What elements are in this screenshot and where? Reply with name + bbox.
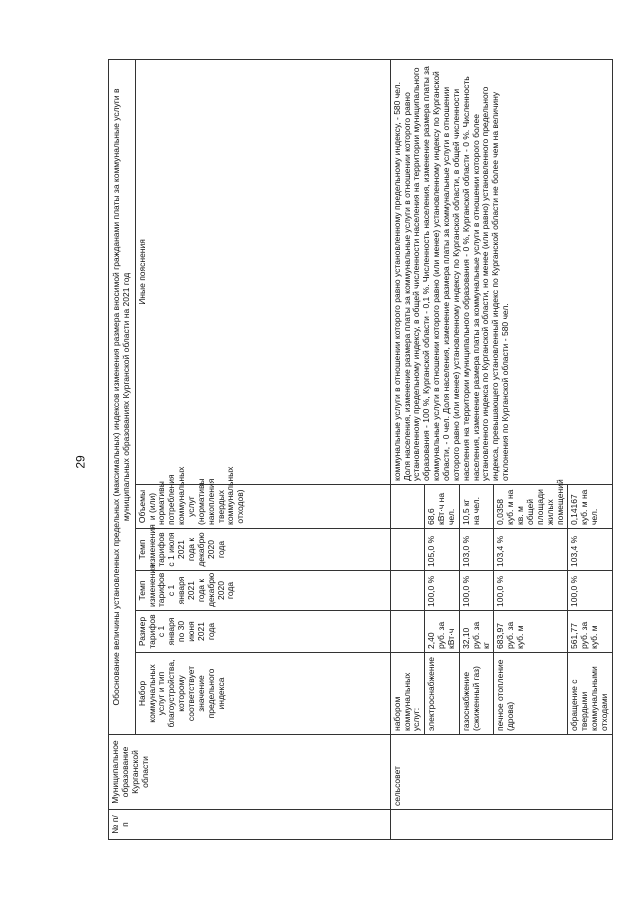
- header-volume: Объемы и (или) нормативы потребления коммунальных услуг (нормативы накопления твердых коммунальных отходов): [135, 485, 390, 529]
- service-volume: 0,14167 куб. м на чел.: [568, 485, 612, 529]
- row-notes: коммунальные услуги в отношении которого равно установленному предельному индексу, - 580 чел. Доля населения, изменение размера платы за коммунальные услуги в отношении которого равно установленному предельному индексу, в общей численности населения на территории муниципального образования - 100 %, Курганской области - 0,1 %. Численность населения, изменение размера платы за коммунальные услуги в отношении которого равно (или менее) установленному индексу по Курганской области, - 0 чел. Доля населения, изменение размера платы за коммунальные услуги в отношении которого равно (или менее) установленному индексу по Курганской области, в общей численности населения на территории муниципального образования - 0 %, Курганской области - 0 %. Численность населения, изменение размера платы за коммунальные услуги в отношении которого более установленного индекса по Курганской области, но менее (или равно) установленного предельного индекса, превышающего установленный индекс по Курганской области не более чем на величину отклонения по Курганской области - 580 чел.: [390, 59, 612, 484]
- service-volume: 68,6 кВт·ч на чел.: [425, 485, 460, 529]
- service-rate-jan: 100,0 %: [459, 571, 494, 611]
- service-volume: 0,0358 куб. м на кв. м общей площади жилых помещений: [494, 485, 568, 529]
- service-rate-jul: 103,0 %: [459, 529, 494, 571]
- service-tariff: 32,10 руб. за кг: [459, 611, 494, 653]
- service-rate-jan: 100,0 %: [568, 571, 612, 611]
- header-service: Набор коммунальных услуг и тип благоустройства, которому соответствует значение предельного индекса: [135, 653, 390, 735]
- empty-cell: [390, 611, 425, 653]
- service-rate-jul: 103,4 %: [494, 529, 568, 571]
- header-tariff: Размер тарифов с 1 января по 30 июня 2021 года: [135, 611, 390, 653]
- table-row: [390, 59, 425, 839]
- service-tariff: 561,77 руб. за куб. м: [568, 611, 612, 653]
- header-rate-jul: Темп изменения тарифов с 1 июля 2021 года к декабрю 2020 года: [135, 529, 390, 571]
- service-name: газоснабжение (сжиженный газ): [459, 653, 494, 735]
- page-number: 29: [73, 455, 88, 469]
- row-num: [390, 810, 612, 840]
- service-name: обращение с твердыми коммунальными отходами: [568, 653, 612, 735]
- service-rate-jan: 100,0 %: [494, 571, 568, 611]
- header-notes: Иные пояснения: [135, 59, 390, 484]
- empty-cell: [390, 485, 425, 529]
- empty-cell: [390, 529, 425, 571]
- row-municipality: сельсовет: [390, 735, 612, 810]
- table-caption: Обоснование величины установленных предельных (максимальных) индексов изменения размера вносимой гражданами платы за коммунальные услуги в муниципальных образованиях Курганской области на 2021 год: [109, 59, 136, 734]
- service-volume: 10,5 кг на чел.: [459, 485, 494, 529]
- service-set-label: набором коммунальных услуг:: [390, 653, 425, 735]
- header-rate-jan: Темп изменения тарифов с 1 января 2021 года к декабрю 2020 года: [135, 571, 390, 611]
- service-tariff: 2,40 руб. за кВт·ч: [425, 611, 460, 653]
- rotated-table-wrapper: [108, 60, 610, 840]
- service-name: печное отопление (дрова): [494, 653, 568, 735]
- service-rate-jul: 105,0 %: [425, 529, 460, 571]
- header-municipality: Муниципальное образование Курганской области: [109, 735, 391, 810]
- service-rate-jan: 100,0 %: [425, 571, 460, 611]
- service-tariff: 683,97 руб. за куб. м: [494, 611, 568, 653]
- service-rate-jul: 103,4 %: [568, 529, 612, 571]
- header-num: № п/п: [109, 810, 391, 840]
- tariff-index-table: [108, 59, 613, 840]
- empty-cell: [390, 571, 425, 611]
- service-name: электроснабжение: [425, 653, 460, 735]
